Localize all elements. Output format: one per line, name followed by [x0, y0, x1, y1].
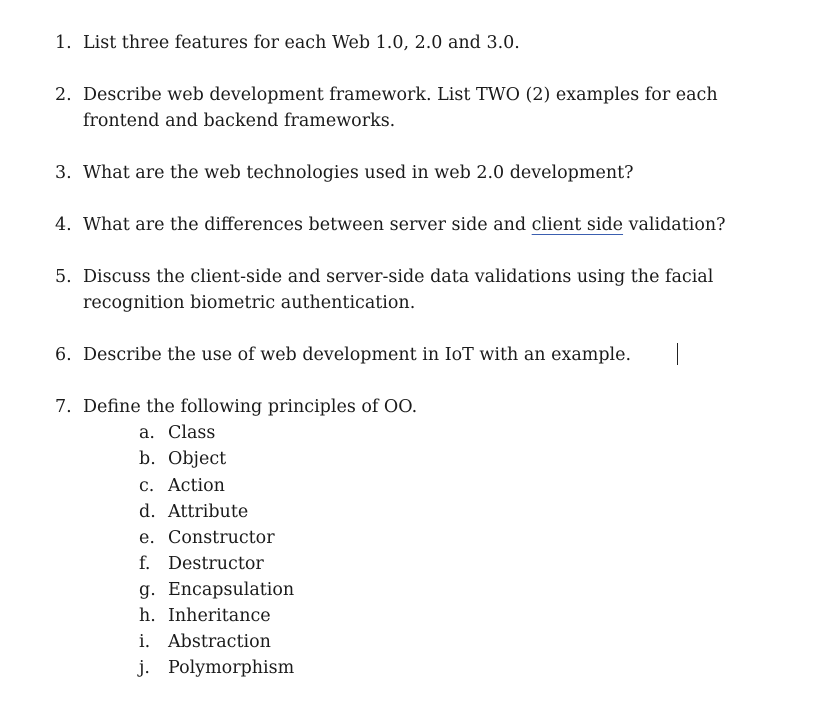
list-item-letter: f.	[139, 554, 151, 574]
list-item-term: Attribute	[168, 502, 249, 522]
question-text: Describe the use of web development in IoT with an example.	[83, 345, 632, 365]
question-text	[83, 212, 726, 238]
question-text: List three features for each Web 1.0, 2.0 and 3.0.	[83, 33, 520, 53]
question-number: 4.	[55, 215, 72, 235]
list-item-letter: j.	[139, 658, 150, 678]
list-item-term: Encapsulation	[168, 580, 295, 600]
question-number: 3.	[55, 163, 72, 183]
list-item-term: Abstraction	[168, 632, 271, 652]
list-item-term: Destructor	[168, 554, 264, 574]
list-item-term: Constructor	[168, 528, 275, 548]
question-number: 6.	[55, 345, 72, 365]
list-item-term: Class	[168, 423, 216, 443]
list-item-letter: b.	[139, 449, 156, 469]
question-text: Discuss the client-side and server-side data validations using the facial	[83, 267, 714, 287]
list-item-letter: d.	[139, 502, 156, 522]
list-item-term: Action	[168, 476, 225, 496]
list-item-letter: h.	[139, 606, 156, 626]
question-number: 5.	[55, 267, 72, 287]
list-item-letter: g.	[139, 580, 156, 600]
question-text: Describe web development framework. List TWO (2) examples for each	[83, 85, 718, 105]
text-cursor[interactable]	[677, 343, 678, 365]
question-number: 7.	[55, 397, 72, 417]
question-number: 1.	[55, 33, 72, 53]
question-text-start: What are the differences between server side and	[83, 215, 532, 235]
question-text-continued: recognition biometric authentication.	[83, 293, 416, 313]
list-item-letter: e.	[139, 528, 155, 548]
list-item-term: Object	[168, 449, 227, 469]
list-item-term: Inheritance	[168, 606, 271, 626]
cut-off-previous-line	[70, 0, 490, 1]
question-text: Define the following principles of OO.	[83, 397, 418, 417]
list-item-term: Polymorphism	[168, 658, 295, 678]
question-text-end: validation?	[623, 215, 726, 235]
list-item-letter: i.	[139, 632, 151, 652]
question-text: What are the web technologies used in web 2.0 development?	[83, 163, 634, 183]
question-text-continued: frontend and backend frameworks.	[83, 111, 396, 131]
list-item-letter: c.	[139, 476, 155, 496]
spellcheck-underlined-phrase[interactable]: client side	[531, 215, 624, 235]
question-number: 2.	[55, 85, 72, 105]
list-item-letter: a.	[139, 423, 155, 443]
